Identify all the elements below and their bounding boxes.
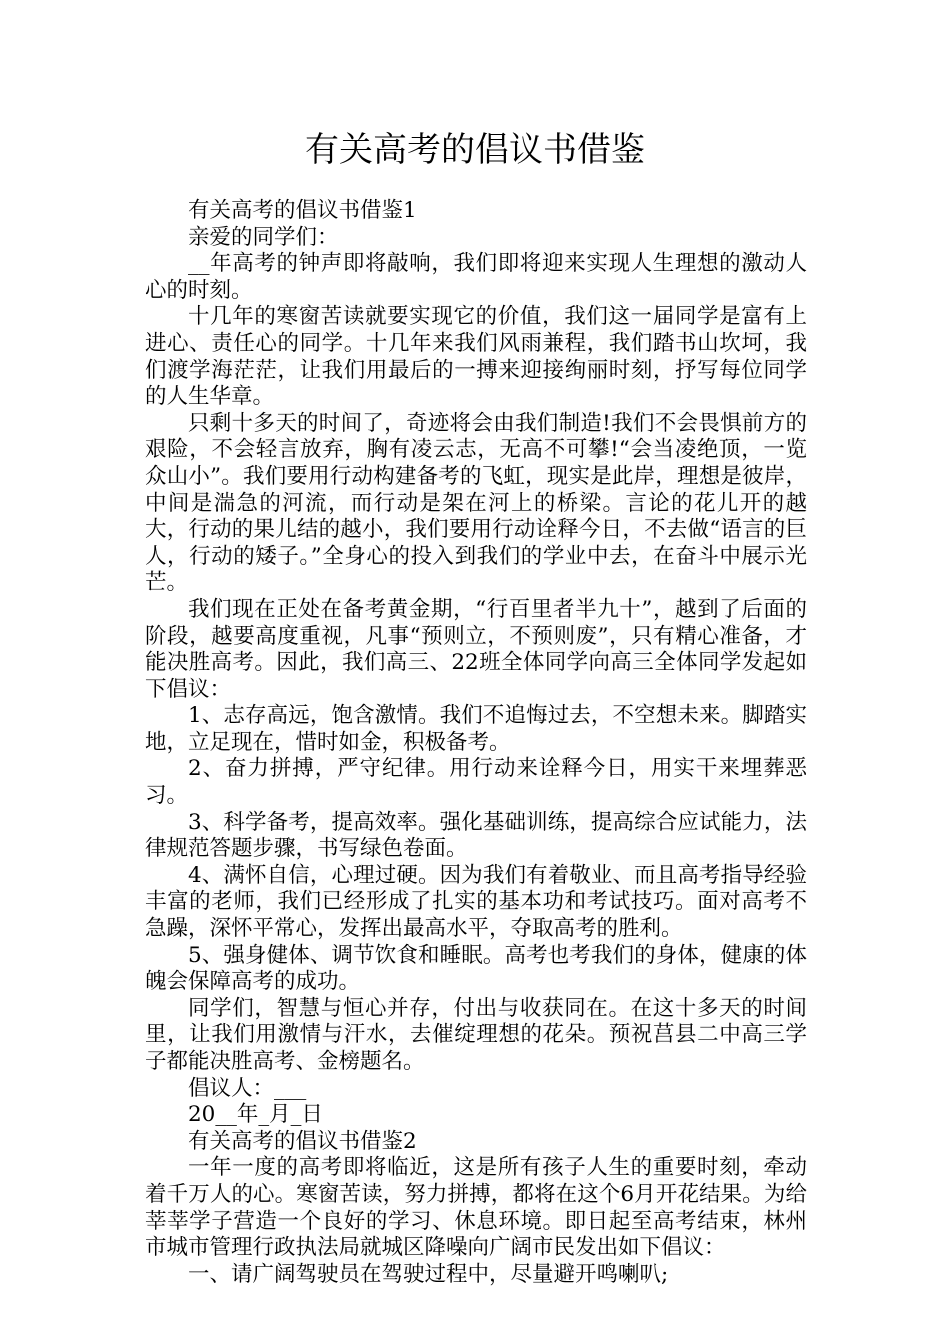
paragraph: 一、请广阔驾驶员在驾驶过程中，尽量避开鸣喇叭; [188,1261,669,1287]
paragraph: 我们现在正处在备考黄金期，“行百里者半九十”，越到了后面的阶段，越要高度重视，凡事“预则立，不预则废”，只有精心准备，才能决胜高考。因此，我们高三、22班全体同学向高三全体同学发起如下倡议： [145,596,807,702]
proposal-item: 1、志存高远，饱含激情。我们不追悔过去，不空想未来。脚踏实地，立足现在，惜时如金，积极备考。 [145,703,807,755]
paragraph: 十几年的寒窗苦读就要实现它的价值，我们这一届同学是富有上进心、责任心的同学。十几年来我们风雨兼程，我们踏书山坎坷，我们渡学海茫茫，让我们用最后的一搏来迎接绚丽时刻，抒写每位同学的人生华章。 [145,304,807,410]
paragraph: 同学们，智慧与恒心并存，付出与收获同在。在这十多天的时间里，让我们用激情与汗水，去催绽理想的花朵。预祝莒县二中高三学子都能决胜高考、金榜题名。 [145,995,807,1074]
section-heading-2: 有关高考的倡议书借鉴2 [188,1128,417,1154]
proposal-item: 5、强身健体、调节饮食和睡眠。高考也考我们的身体，健康的体魄会保障高考的成功。 [145,942,807,995]
paragraph: 只剩十多天的时间了，奇迹将会由我们制造!我们不会畏惧前方的艰险，不会轻言放弃，胸有凌云志，无高不可攀!“会当凌绝顶，一览众山小”。我们要用行动构建备考的飞虹，现实是此岸，理想是彼岸，中间是湍急的河流，而行动是架在河上的桥梁。言论的花儿开的越大，行动的果儿结的越小，我们要用行动诠释今日，不去做“语言的巨人，行动的矮子。”全身心的投入到我们的学业中去，在奋斗中展示光芒。 [145,410,807,596]
proposal-item: 2、奋力拼搏，严守纪律。用行动来诠释今日，用实干来埋葬恶习。 [145,756,807,809]
document-title: 有关高考的倡议书借鉴 [305,130,645,170]
date-line: 20__年_月_日 [188,1102,323,1128]
signature-line: 倡议人：___ [188,1075,307,1101]
paragraph: __年高考的钟声即将敲响，我们即将迎来实现人生理想的激动人心的时刻。 [145,251,807,303]
paragraph: 一年一度的高考即将临近，这是所有孩子人生的重要时刻，牵动着千万人的心。寒窗苦读，努力拼搏，都将在这个6月开花结果。为给莘莘学子营造一个良好的学习、休息环境。即日起至高考结束，林州市城市管理行政执法局就城区降噪向广阔市民发出如下倡议： [145,1155,807,1261]
document-body [145,198,807,1288]
proposal-item: 4、满怀自信，心理过硬。因为我们有着敬业、而且高考指导经验丰富的老师，我们已经形成了扎实的基本功和考试技巧。面对高考不急躁，深怀平常心，发挥出最高水平，夺取高考的胜利。 [145,862,807,942]
proposal-item: 3、科学备考，提高效率。强化基础训练，提高综合应试能力，法律规范答题步骤，书写绿色卷面。 [145,809,807,862]
salutation: 亲爱的同学们： [188,224,339,250]
section-heading-1: 有关高考的倡议书借鉴1 [188,198,417,223]
